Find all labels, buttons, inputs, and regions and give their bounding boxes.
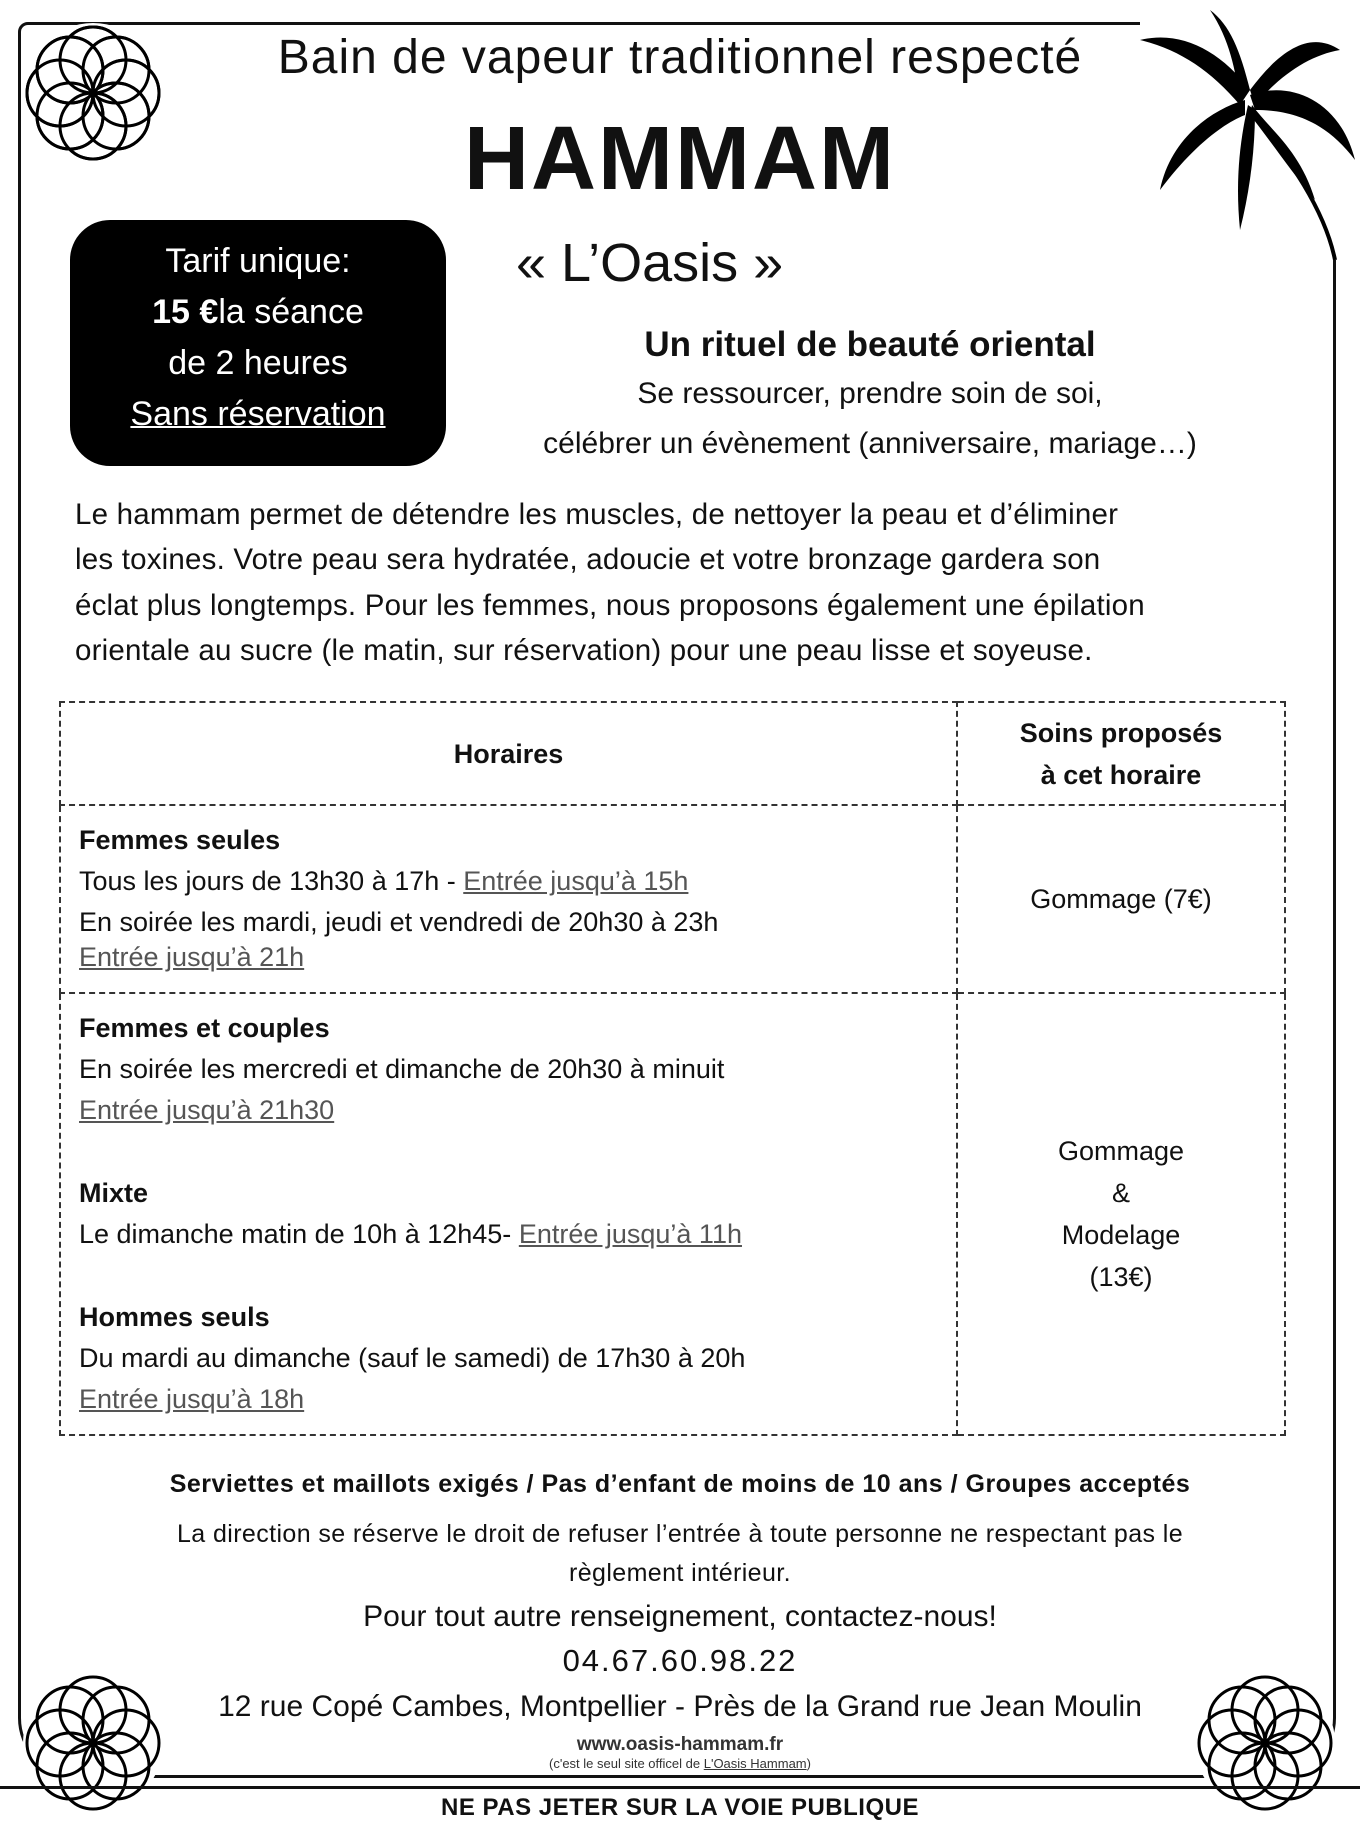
note-text: ) <box>806 1756 811 1771</box>
group-name: Femmes et couples <box>79 1013 330 1043</box>
price-duration: de 2 heures <box>168 344 348 382</box>
care-cell <box>957 993 1285 1435</box>
care-cell: Gommage (7€) <box>957 805 1285 993</box>
group-name: Hommes seuls <box>79 1302 270 1332</box>
entry-limit: Entrée jusqu’à 15h <box>463 866 689 896</box>
header-schedule: Horaires <box>60 702 957 805</box>
header-care-line: à cet horaire <box>1040 759 1202 790</box>
entry-limit: Entrée jusqu’à 18h <box>79 1384 305 1414</box>
notice-line: La direction se réserve le droit de refuser l’entrée à toute personne ne respectant pas le <box>176 1520 1184 1548</box>
table-row <box>60 805 1285 993</box>
description-line: éclat plus longtemps. Pour les femmes, nous proposons également une épilation <box>75 589 1145 622</box>
intro-line: Se ressourcer, prendre soin de soi, <box>637 377 1103 410</box>
care-line: (13€) <box>1089 1262 1153 1292</box>
entry-limit: Entrée jusqu’à 11h <box>518 1219 742 1249</box>
group-name: Femmes seules <box>79 825 281 855</box>
entry-limit: Entrée jusqu’à 21h30 <box>79 1095 335 1125</box>
phone-number[interactable]: 04.67.60.98.22 <box>562 1643 798 1678</box>
website-link[interactable]: www.oasis-hammam.fr <box>576 1734 784 1755</box>
intro-line: célébrer un évènement (anniversaire, mariage…) <box>543 427 1197 460</box>
description-line: Le hammam permet de détendre les muscles, de nettoyer la peau et d’éliminer <box>75 498 1119 531</box>
schedule-line: Tous les jours de 13h30 à 17h - <box>79 866 464 896</box>
schedule-line: Le dimanche matin de 10h à 12h45- <box>79 1219 519 1249</box>
price-label: Tarif unique: <box>165 242 351 280</box>
description-line: orientale au sucre (le matin, sur réservation) pour une peau lisse et soyeuse. <box>75 634 1093 667</box>
note-link[interactable]: L'Oasis Hammam <box>703 1756 807 1771</box>
tagline: Bain de vapeur traditionnel respecté <box>277 31 1083 84</box>
schedule-table <box>59 701 1286 1436</box>
venue-name: « L’Oasis » <box>516 233 784 293</box>
care-line: & <box>1111 1178 1130 1208</box>
contact-line: Pour tout autre renseignement, contactez-nous! <box>363 1600 997 1633</box>
schedule-cell <box>60 993 957 1435</box>
disposal-notice: NE PAS JETER SUR LA VOIE PUBLIQUE <box>441 1794 919 1821</box>
schedule-line: En soirée les mardi, jeudi et vendredi de 20h30 à 23h <box>79 907 719 937</box>
price-per: la séance <box>218 293 364 331</box>
intro-heading: Un rituel de beauté oriental <box>644 325 1096 364</box>
address: 12 rue Copé Cambes, Montpellier - Près de la Grand rue Jean Moulin <box>218 1690 1142 1723</box>
divider <box>0 1786 1360 1789</box>
price-amount: 15 € <box>152 293 219 331</box>
rules-line: Serviettes et maillots exigés / Pas d’enfant de moins de 10 ans / Groupes acceptés <box>169 1470 1191 1498</box>
group-name: Mixte <box>79 1178 149 1208</box>
schedule-cell <box>60 805 957 993</box>
description-line: les toxines. Votre peau sera hydratée, adoucie et votre bronzage gardera son <box>75 543 1101 576</box>
main-title: HAMMAM <box>464 109 896 209</box>
entry-limit: Entrée jusqu’à 21h <box>79 942 305 972</box>
no-reservation: Sans réservation <box>130 395 386 433</box>
price-box <box>70 220 446 466</box>
notice-line: règlement intérieur. <box>568 1559 791 1587</box>
table-header-row <box>60 702 1285 805</box>
header-care <box>957 702 1285 805</box>
table-row <box>60 993 1285 1435</box>
official-site-note <box>0 1756 1360 1771</box>
care-line: Gommage <box>1057 1136 1185 1166</box>
price-line <box>70 287 446 338</box>
note-text: (c'est le seul site officel de <box>549 1756 704 1771</box>
schedule-line: Du mardi au dimanche (sauf le samedi) de 17h30 à 20h <box>79 1343 746 1373</box>
header-care-line: Soins proposés <box>1019 717 1223 748</box>
schedule-line: En soirée les mercredi et dimanche de 20h30 à minuit <box>79 1054 725 1084</box>
care-line: Modelage <box>1061 1220 1181 1250</box>
